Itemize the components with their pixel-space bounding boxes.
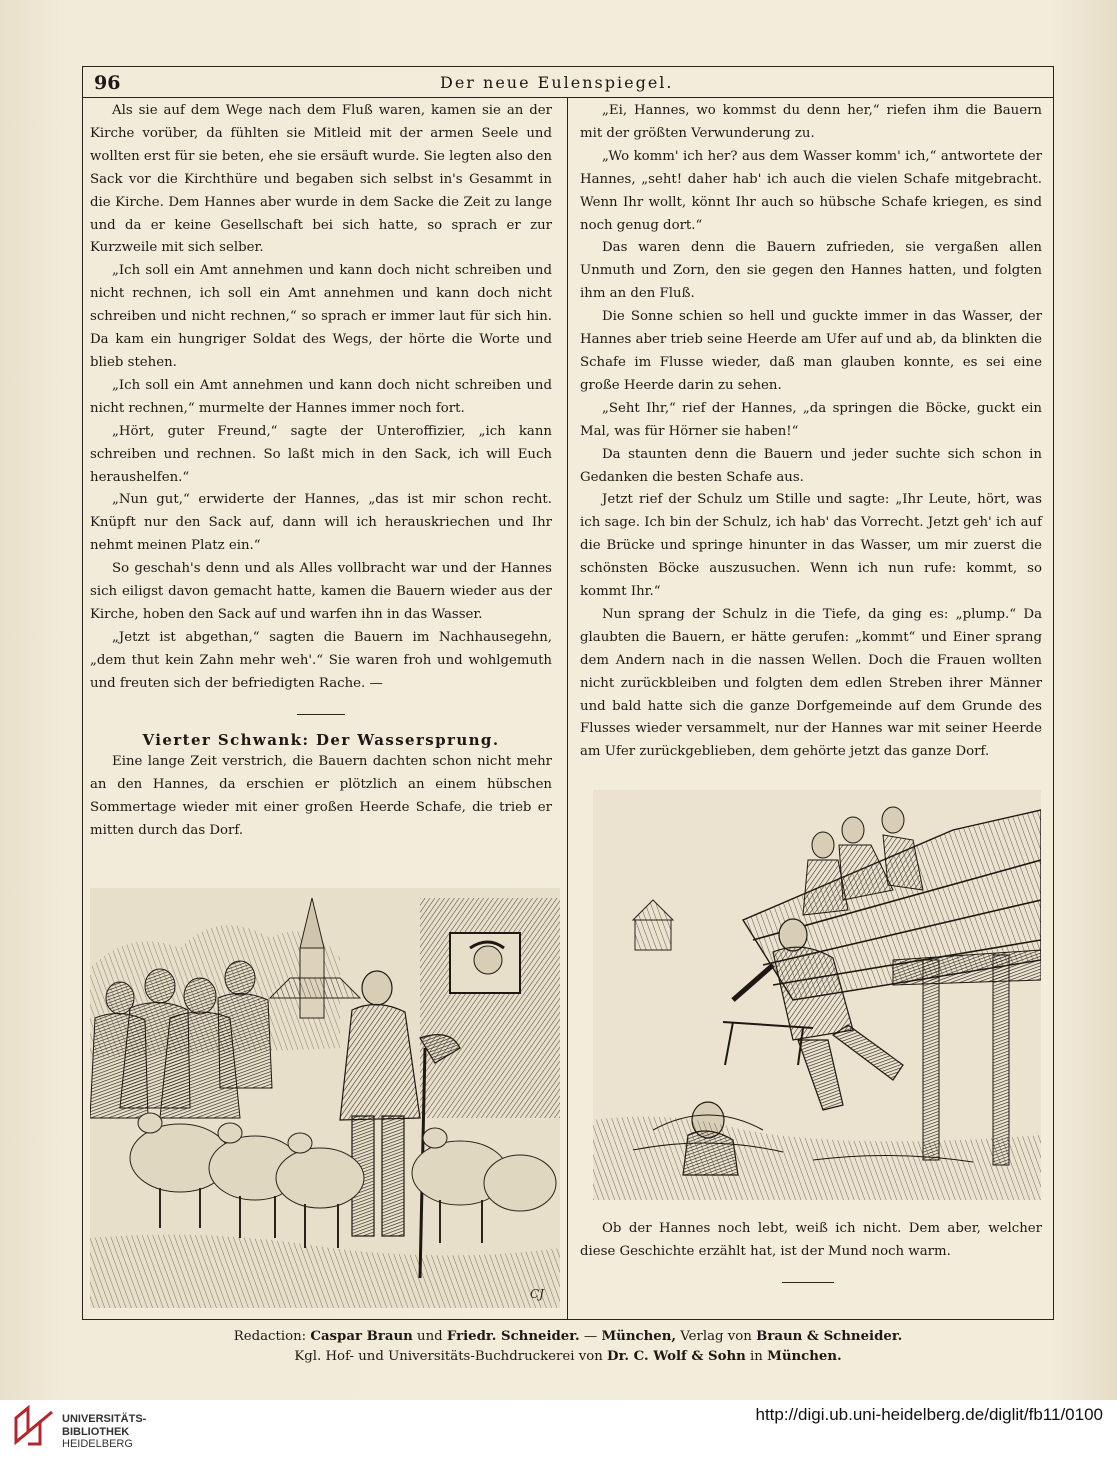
paragraph: „Seht Ihr,“ rief der Hannes, „da springen die Böcke, guckt ein Mal, was für Hörner sie haben!“ [580,400,1042,439]
permalink-url[interactable]: http://digi.ub.uni-heidelberg.de/diglit/fb11/0100 [755,1405,1103,1424]
end-rule [782,1282,834,1283]
paragraph: Als sie auf dem Wege nach dem Fluß waren, kamen sie an der Kirche vorüber, da fühlten sie Mitleid mit der armen Seele und wollten erst für sie beten, ehe sie ersäuft wurde. Sie legten also den Sack vor die Kirchthüre und begaben sich selbst in's Gesammt in die Kirche. Dem Hannes aber wurde in dem Sacke die Zeit zu lange und da er keine Gesellschaft bei sich hatte, so sprach er zur Kurzweile mit sich selber. [90,103,552,256]
library-name-line: BIBLIOTHEK [62,1425,130,1438]
imprint-text: in [750,1349,763,1364]
paragraph: Eine lange Zeit verstrich, die Bauern dachten schon nicht mehr an den Hannes, da erschien er plötzlich an einem hübschen Sommertage wieder mit einer großen Heerde Schafe, die trieb er mitten durch das Dorf. [90,754,552,839]
imprint [82,1327,1054,1367]
illustration-bridge-jump [593,790,1041,1200]
section-divider [297,714,345,715]
left-column [90,100,552,843]
page-number: 96 [94,72,121,94]
imprint-text: Caspar Braun [310,1329,413,1344]
paragraph: So geschah's denn und als Alles vollbracht war und der Hannes sich eiligst davon gemacht hatte, kamen die Bauern wieder aus der Kirche, hoben den Sack auf und warfen ihn in das Wasser. [90,561,552,622]
imprint-line-1 [82,1327,1054,1347]
imprint-text: und [417,1329,443,1344]
paragraph: „Ich soll ein Amt annehmen und kann doch nicht schreiben und nicht rechnen,“ murmelte der Hannes immer noch fort. [90,377,552,416]
imprint-text: Verlag von [680,1329,752,1344]
paragraph: „Ich soll ein Amt annehmen und kann doch nicht schreiben und nicht rechnen, ich soll ein Amt annehmen und kann doch nicht schreiben und nicht rechnen,“ so sprach er immer laut für sich hin. Da kam ein hungriger Soldat des Wegs, der hörte die Worte und blieb stehen. [90,263,552,370]
imprint-line-2 [82,1347,1054,1367]
paragraph: Ob der Hannes noch lebt, weiß ich nicht. Dem aber, welcher diese Geschichte erzählt hat, ist der Mund noch warm. [580,1221,1042,1259]
paragraph: „Jetzt ist abgethan,“ sagten die Bauern im Nachhausegehn, „dem thut kein Zahn mehr weh'.“ Sie waren froh und wohlgemuth und freuten sich der befriedigten Rache. — [90,629,552,691]
paragraph: „Ei, Hannes, wo kommst du denn her,“ riefen ihm die Bauern mit der größten Verwunderung zu. [580,103,1042,141]
library-logo-icon[interactable] [12,1404,56,1446]
paragraph: Jetzt rief der Schulz um Stille und sagte: „Ihr Leute, hört, was ich sage. Ich bin der Schulz, ich hab' das Vorrecht. Jetzt geh' ich auf die Brücke und springe hinunter in das Wasser, um mir zuerst die schönsten Böcke auszusuchen. Wenn ich nun rufe: kommt, so kommt Ihr.“ [580,492,1042,600]
paragraph: Das waren denn die Bauern zufrieden, sie vergaßen allen Unmuth und Zorn, den sie gegen den Hannes hatten, und folgten ihm an den Fluß. [580,240,1042,302]
imprint-text: Friedr. Schneider. [446,1329,580,1344]
imprint-text: Kgl. Hof- und Universitäts-Buchdruckerei von [294,1349,603,1364]
section-title: Vierter Schwank: Der Wassersprung. [142,730,500,749]
imprint-text: Dr. C. Wolf & Sohn [607,1349,746,1364]
header-rule [82,97,1054,98]
imprint-text: Braun & Schneider. [756,1329,903,1344]
right-column [580,100,1042,764]
running-title: Der neue Eulenspiegel. [440,73,674,92]
library-name-line: HEIDELBERG [62,1438,133,1450]
library-name [62,1413,146,1451]
library-name-line: UNIVERSITÄTS- [62,1413,147,1425]
paragraph: „Wo komm' ich her? aus dem Wasser komm' ich,“ antwortete der Hannes, „seht! daher hab' ich auch die vielen Schafe mitgebracht. Wenn Ihr wollt, könnt Ihr auch so hübsche Schafe kriegen, es sind noch genug dort.“ [580,148,1042,233]
imprint-text: — [583,1329,598,1344]
imprint-text: München. [767,1349,842,1364]
column-rule [567,97,568,1320]
illustration-signature: CJ [530,1287,544,1301]
paragraph: Da staunten denn die Bauern und jeder suchte sich schon in Gedanken die besten Schafe aus. [580,446,1042,485]
paragraph: „Nun gut,“ erwiderte der Hannes, „das ist mir schon recht. Knüpft nur den Sack auf, dann will ich herauskriechen und Ihr nehmt meinen Platz ein.“ [90,492,552,554]
paragraph: „Hört, guter Freund,“ sagte der Unteroffizier, „ich kann schreiben und rechnen. So laßt mich in den Sack, ich will Euch heraushelfen.“ [90,423,552,485]
imprint-text: Redaction: [233,1329,307,1344]
illustration-shepherd-with-sheep [90,888,560,1308]
paragraph: Die Sonne schien so hell und guckte immer in das Wasser, der Hannes aber trieb seine Heerde am Ufer auf und ab, da blinkten die Schafe im Flusse wieder, daß man glauben konnte, es sei eine große Heerde darin zu sehen. [580,309,1042,393]
paragraph: Nun sprang der Schulz in die Tiefe, da ging es: „plump.“ Da glaubten die Bauern, er hätte gerufen: „kommt“ und Einer sprang dem Andern nach in die nassen Wellen. Doch die Frauen wollten nicht zurückbleiben und folgten dem edlen Streben ihrer Männer und bald hatte sich die ganze Dorfgemeinde auf dem Grunde des Flusses wieder versammelt, nur der Hannes war mit seiner Heerde am Ufer zurückgeblieben, dem gehörte jetzt das ganze Dorf. [580,606,1042,760]
imprint-text: München, [601,1329,677,1344]
closing-paragraph [580,1218,1042,1264]
